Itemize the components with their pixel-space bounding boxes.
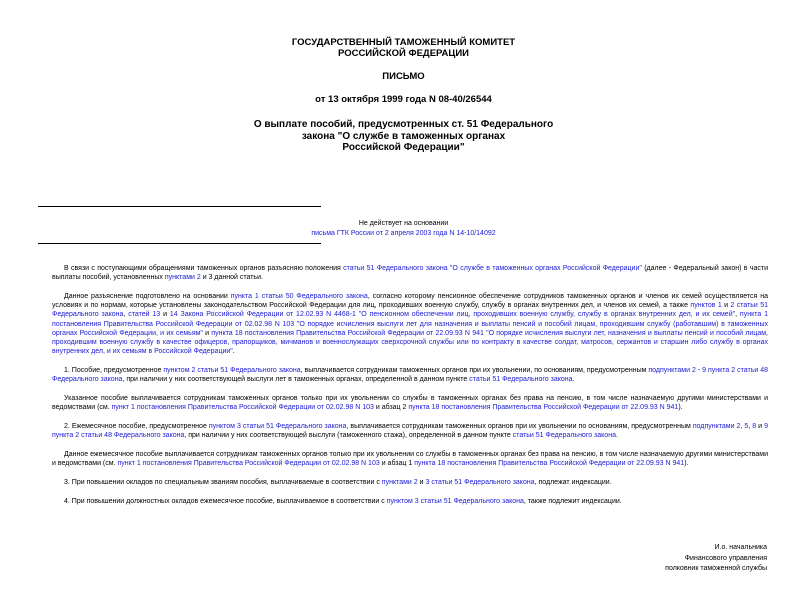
document-link[interactable]: 9 пункта 2 статьи 48 Федерального закона: [52, 423, 769, 440]
paragraph-7: [52, 478, 768, 487]
signature-line-2: Финансового управления: [684, 554, 767, 562]
paragraph-text: , при наличии у них соответствующей выслуги (таможенного стажа), определенной в данном пункте: [184, 432, 513, 440]
paragraph-text: .: [572, 376, 575, 384]
divider-bottom: [38, 243, 321, 244]
paragraph-3: [52, 366, 768, 384]
status-note: [0, 219, 807, 239]
paragraph-text: и абзац 2: [373, 404, 409, 412]
document-link[interactable]: пункта 18 постановления Правительства Российской Федерации от 22.09.93 N 941: [414, 460, 685, 468]
paragraph-text: ,: [123, 311, 129, 319]
document-link[interactable]: 8: [752, 423, 757, 431]
document-link[interactable]: пунктов 1: [690, 302, 722, 310]
paragraph-text: .: [615, 432, 618, 440]
document-link[interactable]: пункта 18 постановления Правительства Российской Федерации от 22.09.93 N 941: [408, 404, 679, 412]
document-link[interactable]: пунктами 2: [164, 274, 201, 282]
paragraph-text: , при наличии у них соответствующей выслуги лет в таможенных органах, определенной в данном пункте: [122, 376, 470, 384]
paragraph-2: [52, 292, 768, 356]
document-link[interactable]: подпунктами 2: [692, 423, 741, 431]
title-line-3: Российской Федерации": [342, 142, 465, 153]
paragraph-5: [52, 422, 768, 440]
org-line-2: РОССИЙСКОЙ ФЕДЕРАЦИИ: [337, 48, 469, 59]
status-note-text: Не действует на основании: [358, 220, 449, 227]
document-link[interactable]: 5: [744, 423, 749, 431]
divider-top: [38, 206, 321, 207]
paragraph-text: и: [721, 302, 731, 310]
paragraph-text: , выплачивается сотрудникам таможенных органов при их увольнении, по основаниям, предусмотренным: [300, 367, 649, 375]
document-link[interactable]: 2 статьи 51 Федерального закона: [52, 302, 769, 319]
document-body: [52, 264, 768, 516]
document-link[interactable]: статьи 51 Федерального закона "О службе в таможенных органах Российской Федерации": [343, 265, 642, 272]
paragraph-text: и: [756, 423, 765, 431]
paragraph-text: и: [417, 479, 426, 487]
signature-block: [665, 543, 767, 575]
paragraph-text: , выплачивается сотрудникам таможенных органов при их увольнении по основаниям, предусмотренным: [346, 423, 693, 431]
document-title: [0, 119, 807, 154]
paragraph-text: 3. При повышении окладов по специальным званиям пособия, выплачиваемые в соответствии с: [64, 479, 382, 487]
status-note-link[interactable]: письма ГТК России от 2 апреля 2003 года N 14-10/14092: [311, 230, 496, 237]
paragraph-text: ).: [684, 460, 689, 468]
document-link[interactable]: пункта 18 постановления Правительства Российской Федерации от 22.09.93 N 941 "О порядке исчисления выслуги лет, назначения и выплаты пенсий и пособий лицам, проходившим военную службу в качестве офицеров, прапорщиков, мичманов и военнослужащих сверхсрочной службы или по контракту в качестве солдат, матросов, сержантов и старшин либо службу в органах внутренних дел, и их семьям в Российской Федерации": [52, 329, 768, 356]
paragraph-text: Данное ежемесячное пособие выплачивается сотрудникам таможенных органов только при их увольнении со службы в таможенных органах без права на пенсию, в том числе назначаемую другими министерствами и ведомствами (см.: [52, 451, 768, 468]
title-line-2: закона "О службе в таможенных органах: [301, 130, 506, 142]
paragraph-text: (далее - Федеральный закон) в части выплаты пособий, установленных: [52, 265, 768, 282]
paragraph-text: ,: [740, 423, 745, 431]
document-link[interactable]: пункта 1 статьи 50 Федерального закона: [230, 293, 368, 300]
document-link[interactable]: 14 Закона Российской Федерации от 12.02.93 N 4468-1 "О пенсионном обеспечении лиц, проходивших военную службу, службу в органах внутренних дел, и их семей": [169, 311, 736, 319]
paragraph-4: [52, 394, 768, 412]
paragraph-text: ).: [678, 404, 683, 412]
document-link[interactable]: пунктами 2: [381, 479, 418, 487]
document-link[interactable]: 3 статьи 51 Федерального закона: [425, 479, 535, 487]
paragraph-text: В связи с поступающими обращениями таможенных органов разъясняю положения: [64, 265, 344, 272]
paragraph-1: [52, 264, 768, 282]
document-page: [0, 37, 807, 608]
document-link[interactable]: статьи 51 Федерального закона: [469, 376, 573, 384]
document-link[interactable]: пунктом 2 статьи 51 Федерального закона: [163, 367, 301, 375]
paragraph-8: [52, 497, 768, 506]
document-link[interactable]: статьи 51 Федерального закона: [512, 432, 616, 440]
paragraph-text: и абзац 1: [379, 460, 415, 468]
paragraph-text: ,: [748, 423, 753, 431]
paragraph-text: и 3 данной статьи.: [200, 274, 263, 282]
paragraph-text: , подлежат индексации.: [534, 479, 612, 487]
document-link[interactable]: подпунктами 2 - 9 пункта 2 статьи 48 Федерального закона: [52, 367, 769, 384]
paragraph-text: , также подлежит индексации.: [523, 497, 622, 505]
paragraph-text: , согласно которому пенсионное обеспечение сотрудников таможенных органов и членов их семей осуществляется на условиях и по нормам, которые установлены законодательством Российской Федерации для лиц, проходивших военную службу, службу в органах внутренних дел, и членов их семей, а также: [52, 293, 769, 310]
paragraph-text: ,: [735, 311, 740, 319]
document-type: ПИСЬМО: [382, 71, 425, 82]
paragraph-text: и: [160, 311, 170, 319]
document-link[interactable]: пунктом 3 статьи 51 Федерального закона: [208, 423, 347, 431]
signature-line-3: полковник таможенной службы: [665, 565, 767, 573]
document-link[interactable]: пункт 1 постановления Правительства Российской Федерации от 02.02.98 N 103: [111, 404, 374, 412]
org-line-1: ГОСУДАРСТВЕННЫЙ ТАМОЖЕННЫЙ КОМИТЕТ: [291, 37, 516, 48]
paragraph-text: Данное разъяснение подготовлено на основании: [64, 293, 231, 300]
paragraph-text: и: [202, 329, 212, 337]
document-link[interactable]: пунктом 3 статьи 51 Федерального закона: [386, 497, 524, 505]
document-date: от 13 октября 1999 года N 08-40/26544: [315, 94, 492, 105]
paragraph-text: 1. Пособие, предусмотренное: [64, 367, 164, 375]
paragraph-text: 2. Ежемесячное пособие, предусмотренное: [64, 423, 209, 431]
paragraph-text: .: [232, 348, 235, 356]
paragraph-text: Указанное пособие выплачивается сотрудникам таможенных органов только при их увольнении со службы в таможенных органах без права на пенсию, в том числе назначаемую другими министерствами и ведомствами (см.: [52, 395, 768, 412]
paragraph-text: 4. При повышении должностных окладов ежемесячное пособие, выплачиваемое в соответствии с: [64, 497, 387, 505]
title-line-1: О выплате пособий, предусмотренных ст. 51 Федерального: [253, 119, 554, 130]
organization-name: [0, 37, 807, 59]
signature-line-1: И.о. начальника: [714, 544, 767, 551]
document-link[interactable]: статей 13: [128, 311, 161, 319]
document-link[interactable]: пункт 1 постановления Правительства Российской Федерации от 02.02.98 N 103: [117, 460, 380, 468]
document-link[interactable]: пункта 1 постановления Правительства Российской Федерации от 02.02.98 N 103 "О порядке исчисления выслуги лет для назначения и выплаты пенсий и пособий лицам, проходившим службу (работавшим) в таможенных органах Российской Федерации, и их семьям": [52, 311, 769, 337]
paragraph-6: [52, 450, 768, 468]
